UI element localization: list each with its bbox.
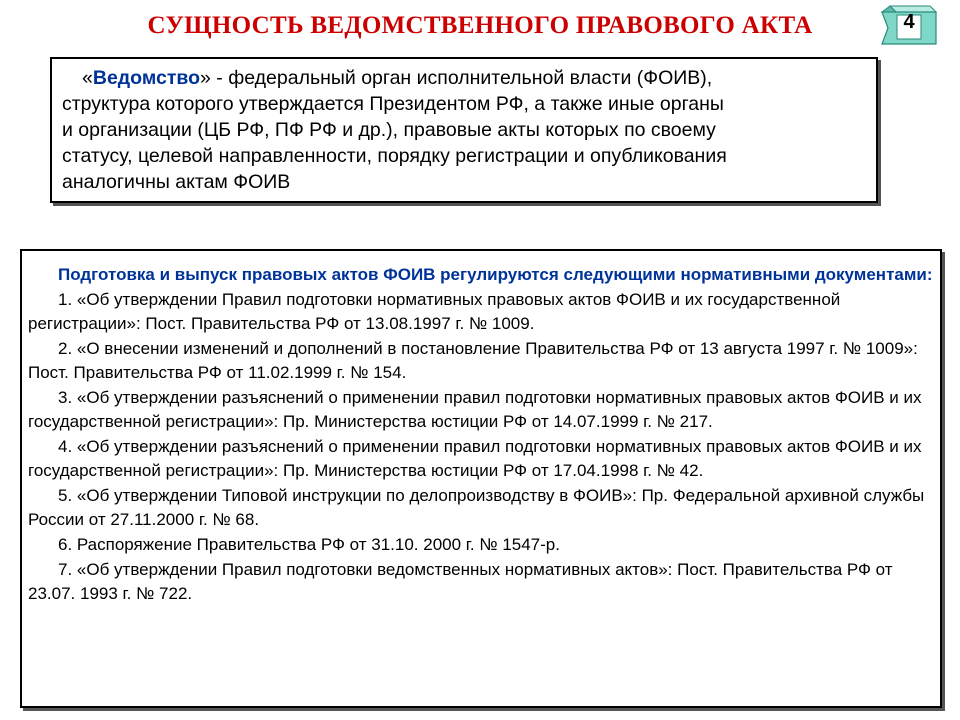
- slide-title: СУЩНОСТЬ ВЕДОМСТВЕННОГО ПРАВОВОГО АКТА: [147, 12, 813, 39]
- definition-line: структура которого утверждается Президентом РФ, а также иные органы: [62, 93, 724, 115]
- definition-line: и организации (ЦБ РФ, ПФ РФ и др.), правовые акты которых по своему: [62, 119, 716, 141]
- document-item: 6. Распоряжение Правительства РФ от 31.10. 2000 г. № 1547-р.: [58, 535, 560, 554]
- open-quote: «: [82, 67, 93, 89]
- document-item: 5. «Об утверждении Типовой инструкции по делопроизводству в ФОИВ»: Пр. Федеральной архивной службы России от 27.11.2000 г. № 68.: [28, 486, 925, 529]
- slide-number-badge: [880, 2, 938, 48]
- definition-first-line-rest: » - федеральный орган исполнительной власти (ФОИВ),: [200, 67, 713, 89]
- document-item: 4. «Об утверждении разъяснений о применении правил подготовки нормативных правовых актов ФОИВ и их государственной регистрации»: Пр. Министерства юстиции РФ от 17.04.1998 г. № 42.: [28, 437, 922, 480]
- document-item: 1. «Об утверждении Правил подготовки нормативных правовых актов ФОИВ и их государственной регистрации»: Пост. Правительства РФ от 13.08.1997 г. № 1009.: [28, 290, 841, 333]
- definition-term: Ведомство: [92, 67, 201, 89]
- definition-line: аналогичны актам ФОИВ: [62, 171, 291, 193]
- normative-documents-box: [20, 249, 942, 708]
- slide-number: 4: [903, 11, 915, 33]
- document-item: 2. «О внесении изменений и дополнений в постановление Правительства РФ от 13 августа 1997 г. № 1009»: Пост. Правительства РФ от 11.02.1999 г. № 154.: [28, 339, 918, 382]
- definition-line: статусу, целевой направленности, порядку регистрации и опубликования: [62, 145, 727, 167]
- document-item: 7. «Об утверждении Правил подготовки ведомственных нормативных актов»: Пост. Правительства РФ от 23.07. 1993 г. № 722.: [28, 560, 893, 603]
- definition-first-line: [62, 65, 866, 91]
- documents-intro: Подготовка и выпуск правовых актов ФОИВ регулируются следующими нормативными документами:: [58, 265, 933, 284]
- definition-box: [50, 57, 878, 203]
- document-item: 3. «Об утверждении разъяснений о применении правил подготовки нормативных правовых актов ФОИВ и их государственной регистрации»: Пр. Министерства юстиции РФ от 14.07.1999 г. № 217.: [28, 388, 922, 431]
